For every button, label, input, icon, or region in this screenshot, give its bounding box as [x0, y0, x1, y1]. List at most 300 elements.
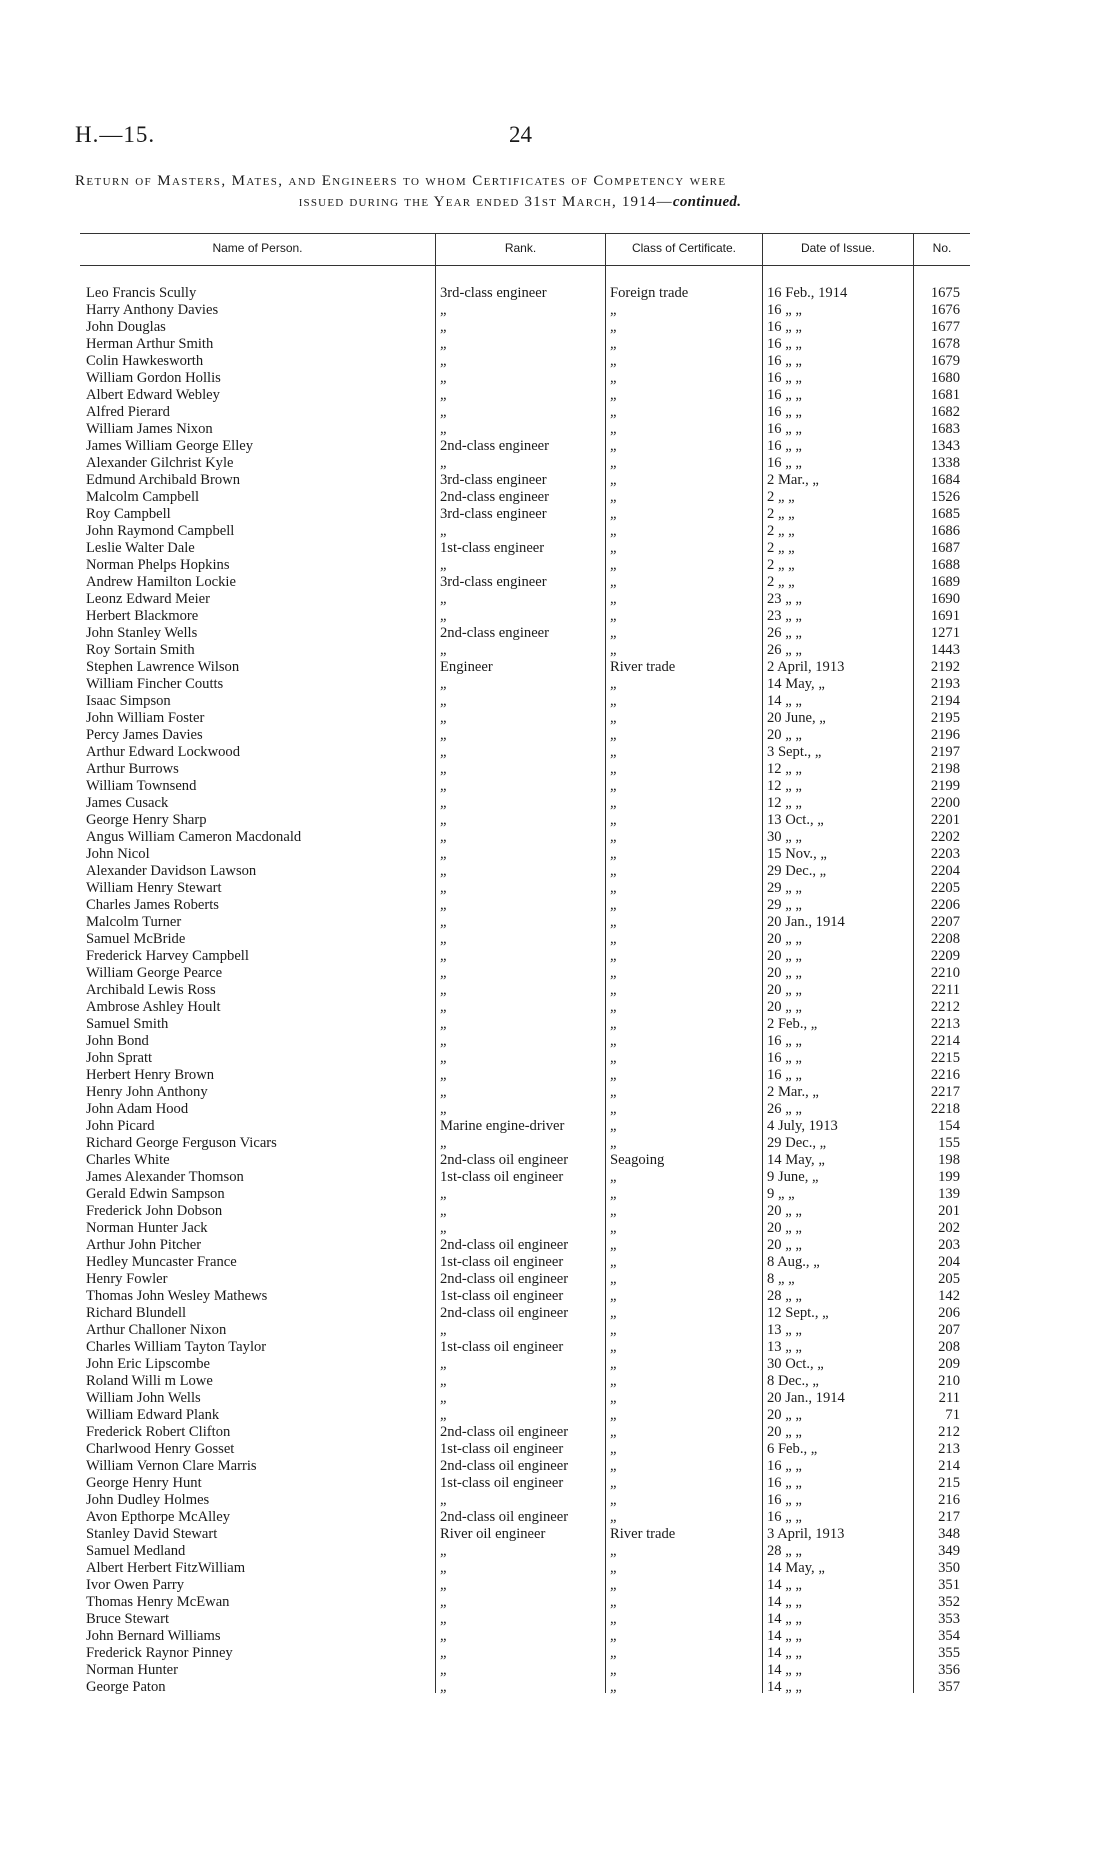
rank-cell: „ — [440, 1203, 447, 1219]
issue-date-cell: 28 „ „ — [767, 1288, 802, 1304]
rank-cell: „ — [440, 319, 447, 335]
issue-date-cell: 30 Oct., „ — [767, 1356, 824, 1372]
certificate-number-cell: 2216 — [930, 1067, 960, 1083]
rank-cell: „ — [440, 608, 447, 624]
rank-cell: „ — [440, 302, 447, 318]
certificate-class-cell: „ — [610, 863, 617, 879]
table-row — [0, 336, 1114, 353]
certificate-number-cell: 213 — [938, 1441, 960, 1457]
person-name: Arthur Edward Lockwood — [86, 744, 241, 760]
certificate-number-cell: 1680 — [930, 370, 960, 386]
certificate-class-cell: „ — [610, 1101, 617, 1117]
issue-date-cell: 8 Dec., „ — [767, 1373, 819, 1389]
certificate-number-cell: 2199 — [930, 778, 960, 794]
certificate-class-cell: „ — [610, 795, 617, 811]
issue-date-cell: 20 „ „ — [767, 1237, 802, 1253]
certificate-number-cell: 2200 — [930, 795, 960, 811]
person-name: Herman Arthur Smith — [86, 336, 214, 352]
table-row — [0, 591, 1114, 608]
issue-date-cell: 16 „ „ — [767, 1492, 802, 1508]
issue-date-cell: 8 „ „ — [767, 1271, 795, 1287]
person-name: Isaac Simpson — [86, 693, 171, 709]
issue-date-cell: 16 „ „ — [767, 455, 802, 471]
table-row — [0, 1305, 1114, 1322]
issue-date-cell: 2 „ „ — [767, 557, 795, 573]
issue-date-cell: 14 May, „ — [767, 1152, 825, 1168]
person-name: Ivor Owen Parry — [86, 1577, 185, 1593]
certificate-number-cell: 354 — [938, 1628, 960, 1644]
issue-date-cell: 2 Feb., „ — [767, 1016, 818, 1032]
table-row — [0, 965, 1114, 982]
issue-date-cell: 2 „ „ — [767, 574, 795, 590]
issue-date-cell: 16 „ „ — [767, 353, 802, 369]
return-title-line-2-part-b: Year ended 31st March, 1914— — [433, 194, 673, 210]
issue-date-cell: 2 Mar., „ — [767, 472, 819, 488]
table-row — [0, 880, 1114, 897]
certificate-number-cell: 1687 — [930, 540, 960, 556]
person-name: William Henry Stewart — [86, 880, 222, 896]
certificate-number-cell: 199 — [938, 1169, 960, 1185]
person-name: Edmund Archibald Brown — [86, 472, 241, 488]
rank-cell: „ — [440, 642, 447, 658]
issue-date-cell: 16 „ „ — [767, 1475, 802, 1491]
certificate-number-cell: 2207 — [930, 914, 960, 930]
person-name: Richard George Ferguson Vicars — [86, 1135, 277, 1151]
certificate-class-cell: „ — [610, 1033, 617, 1049]
table-row — [0, 1390, 1114, 1407]
certificate-number-cell: 2196 — [930, 727, 960, 743]
issue-date-cell: 16 „ „ — [767, 302, 802, 318]
issue-date-cell: 16 „ „ — [767, 1458, 802, 1474]
rank-cell: „ — [440, 744, 447, 760]
issue-date-cell: 13 Oct., „ — [767, 812, 824, 828]
certificate-class-cell: „ — [610, 302, 617, 318]
person-name: George Henry Hunt — [86, 1475, 202, 1491]
table-row — [0, 1084, 1114, 1101]
rank-cell: „ — [440, 1543, 447, 1559]
table-row — [0, 1356, 1114, 1373]
issue-date-cell: 20 „ „ — [767, 931, 802, 947]
column-header-date: Date of Issue. — [800, 241, 876, 255]
table-row — [0, 353, 1114, 370]
table-row — [0, 948, 1114, 965]
certificate-number-cell: 1443 — [930, 642, 960, 658]
rank-cell: „ — [440, 1016, 447, 1032]
rank-cell: „ — [440, 710, 447, 726]
certificate-number-cell: 203 — [938, 1237, 960, 1253]
person-name: Colin Hawkesworth — [86, 353, 204, 369]
certificate-number-cell: 1676 — [930, 302, 960, 318]
certificate-class-cell: „ — [610, 846, 617, 862]
certificate-class-cell: „ — [610, 1322, 617, 1338]
certificate-number-cell: 1688 — [930, 557, 960, 573]
person-name: Ambrose Ashley Hoult — [86, 999, 221, 1015]
person-name: James Alexander Thomson — [86, 1169, 244, 1185]
certificate-class-cell: „ — [610, 489, 617, 505]
certificate-class-cell: Seagoing — [610, 1152, 665, 1168]
issue-date-cell: 14 „ „ — [767, 1662, 802, 1678]
certificate-class-cell: „ — [610, 931, 617, 947]
person-name: Harry Anthony Davies — [86, 302, 219, 318]
person-name: Leo Francis Scully — [86, 285, 197, 301]
person-name: Alexander Gilchrist Kyle — [86, 455, 234, 471]
rank-cell: „ — [440, 727, 447, 743]
certificate-number-cell: 1675 — [930, 285, 960, 301]
issue-date-cell: 16 „ „ — [767, 370, 802, 386]
person-name: Frederick Harvey Campbell — [86, 948, 249, 964]
table-row — [0, 1373, 1114, 1390]
certificate-class-cell: „ — [610, 1356, 617, 1372]
person-name: Malcolm Campbell — [86, 489, 200, 505]
table-row — [0, 1118, 1114, 1135]
rank-cell: 3rd-class engineer — [440, 285, 547, 301]
certificate-class-cell: „ — [610, 608, 617, 624]
table-row — [0, 1594, 1114, 1611]
certificate-class-cell: „ — [610, 1186, 617, 1202]
person-name: Albert Herbert FitzWilliam — [86, 1560, 246, 1576]
person-name: John Bond — [86, 1033, 149, 1049]
issue-date-cell: 14 „ „ — [767, 1679, 802, 1695]
rank-cell: „ — [440, 1101, 447, 1117]
certificate-class-cell: „ — [610, 404, 617, 420]
certificate-class-cell: „ — [610, 1645, 617, 1661]
person-name: John Nicol — [86, 846, 150, 862]
certificate-number-cell: 2194 — [930, 693, 960, 709]
person-name: John Picard — [86, 1118, 155, 1134]
rank-cell: 1st-class oil engineer — [440, 1339, 564, 1355]
certificate-number-cell: 215 — [938, 1475, 960, 1491]
certificate-number-cell: 139 — [938, 1186, 960, 1202]
person-name: Thomas John Wesley Mathews — [86, 1288, 268, 1304]
table-row — [0, 982, 1114, 999]
table-row — [0, 1424, 1114, 1441]
rank-cell: „ — [440, 1373, 447, 1389]
certificate-class-cell: „ — [610, 1237, 617, 1253]
rank-cell: „ — [440, 897, 447, 913]
certificate-number-cell: 357 — [938, 1679, 960, 1695]
certificate-number-cell: 1686 — [930, 523, 960, 539]
certificate-number-cell: 1691 — [930, 608, 960, 624]
person-name: Frederick Robert Clifton — [86, 1424, 231, 1440]
table-row — [0, 421, 1114, 438]
table-header-rule — [80, 265, 970, 266]
document-code: H.—15. — [75, 122, 156, 147]
table-row — [0, 642, 1114, 659]
rank-cell: „ — [440, 557, 447, 573]
issue-date-cell: 14 May, „ — [767, 1560, 825, 1576]
rank-cell: „ — [440, 1033, 447, 1049]
person-name: William George Pearce — [86, 965, 223, 981]
certificate-number-cell: 2214 — [930, 1033, 960, 1049]
person-name: Arthur Burrows — [86, 761, 179, 777]
person-name: John Douglas — [86, 319, 166, 335]
rank-cell: „ — [440, 863, 447, 879]
certificate-class-cell: „ — [610, 1288, 617, 1304]
table-row — [0, 1220, 1114, 1237]
rank-cell: „ — [440, 1492, 447, 1508]
issue-date-cell: 9 June, „ — [767, 1169, 819, 1185]
issue-date-cell: 13 „ „ — [767, 1322, 802, 1338]
rank-cell: „ — [440, 1186, 447, 1202]
issue-date-cell: 16 „ „ — [767, 319, 802, 335]
certificate-class-cell: „ — [610, 829, 617, 845]
person-name: Stanley David Stewart — [86, 1526, 218, 1542]
rank-cell: „ — [440, 778, 447, 794]
rank-cell: 3rd-class engineer — [440, 472, 547, 488]
table-row — [0, 1662, 1114, 1679]
person-name: John William Foster — [86, 710, 205, 726]
issue-date-cell: 16 „ „ — [767, 421, 802, 437]
return-title-line-2-part-a: issued during the — [298, 194, 434, 210]
certificate-number-cell: 1681 — [930, 387, 960, 403]
rank-cell: „ — [440, 421, 447, 437]
column-header-rank: Rank. — [504, 241, 537, 255]
certificate-number-cell: 201 — [938, 1203, 960, 1219]
certificate-class-cell: „ — [610, 965, 617, 981]
certificate-number-cell: 2203 — [930, 846, 960, 862]
rank-cell: „ — [440, 846, 447, 862]
certificate-class-cell: „ — [610, 1594, 617, 1610]
person-name: Charles White — [86, 1152, 170, 1168]
certificate-class-cell: „ — [610, 625, 617, 641]
issue-date-cell: 14 May, „ — [767, 676, 825, 692]
person-name: John Stanley Wells — [86, 625, 198, 641]
certificate-class-cell: „ — [610, 642, 617, 658]
rank-cell: 2nd-class oil engineer — [440, 1458, 569, 1474]
issue-date-cell: 30 „ „ — [767, 829, 802, 845]
table-row — [0, 1475, 1114, 1492]
certificate-class-cell: „ — [610, 1305, 617, 1321]
table-row — [0, 931, 1114, 948]
rank-cell: „ — [440, 982, 447, 998]
person-name: Roy Campbell — [86, 506, 171, 522]
certificate-class-cell: „ — [610, 1084, 617, 1100]
certificate-number-cell: 1690 — [930, 591, 960, 607]
certificate-number-cell: 2204 — [930, 863, 960, 879]
table-row — [0, 574, 1114, 591]
rank-cell: Engineer — [440, 659, 493, 675]
table-row — [0, 319, 1114, 336]
certificate-class-cell: „ — [610, 353, 617, 369]
table-row — [0, 1254, 1114, 1271]
certificate-class-cell: „ — [610, 1016, 617, 1032]
certificate-class-cell: „ — [610, 693, 617, 709]
rank-cell: 1st-class oil engineer — [440, 1254, 564, 1270]
issue-date-cell: 2 „ „ — [767, 506, 795, 522]
issue-date-cell: 2 „ „ — [767, 540, 795, 556]
person-name: Herbert Blackmore — [86, 608, 199, 624]
person-name: Hedley Muncaster France — [86, 1254, 237, 1270]
person-name: Andrew Hamilton Lockie — [86, 574, 236, 590]
table-row — [0, 1101, 1114, 1118]
rank-cell: 2nd-class oil engineer — [440, 1152, 569, 1168]
certificate-class-cell: „ — [610, 1271, 617, 1287]
certificate-class-cell: „ — [610, 1628, 617, 1644]
rank-cell: „ — [440, 829, 447, 845]
table-row — [0, 744, 1114, 761]
certificate-class-cell: „ — [610, 710, 617, 726]
rank-cell: 2nd-class oil engineer — [440, 1271, 569, 1287]
table-row — [0, 795, 1114, 812]
person-name: Angus William Cameron Macdonald — [86, 829, 302, 845]
certificate-number-cell: 1679 — [930, 353, 960, 369]
certificate-class-cell: „ — [610, 1424, 617, 1440]
certificate-number-cell: 2218 — [930, 1101, 960, 1117]
issue-date-cell: 2 April, 1913 — [767, 659, 845, 675]
issue-date-cell: 12 „ „ — [767, 761, 802, 777]
rank-cell: „ — [440, 523, 447, 539]
table-row — [0, 472, 1114, 489]
certificate-class-cell: „ — [610, 1373, 617, 1389]
person-name: William Gordon Hollis — [86, 370, 221, 386]
rank-cell: 2nd-class engineer — [440, 489, 550, 505]
table-row — [0, 1339, 1114, 1356]
certificate-class-cell: „ — [610, 421, 617, 437]
table-row — [0, 1203, 1114, 1220]
certificate-class-cell: „ — [610, 1203, 617, 1219]
certificate-class-cell: „ — [610, 761, 617, 777]
certificate-number-cell: 212 — [938, 1424, 960, 1440]
certificate-number-cell: 1526 — [930, 489, 960, 505]
table-row — [0, 1186, 1114, 1203]
rank-cell: 1st-class oil engineer — [440, 1169, 564, 1185]
issue-date-cell: 16 „ „ — [767, 438, 802, 454]
person-name: John Raymond Campbell — [86, 523, 235, 539]
table-row — [0, 438, 1114, 455]
table-row — [0, 1050, 1114, 1067]
certificate-number-cell: 142 — [938, 1288, 960, 1304]
certificate-number-cell: 1684 — [930, 472, 960, 488]
table-row — [0, 1543, 1114, 1560]
table-row — [0, 1492, 1114, 1509]
table-row — [0, 1067, 1114, 1084]
certificate-class-cell: „ — [610, 336, 617, 352]
certificate-number-cell: 349 — [938, 1543, 960, 1559]
certificate-number-cell: 198 — [938, 1152, 960, 1168]
rank-cell: „ — [440, 914, 447, 930]
certificate-number-cell: 207 — [938, 1322, 960, 1338]
certificate-class-cell: Foreign trade — [610, 285, 689, 301]
rank-cell: „ — [440, 1645, 447, 1661]
table-row — [0, 1237, 1114, 1254]
issue-date-cell: 29 Dec., „ — [767, 1135, 827, 1151]
issue-date-cell: 2 „ „ — [767, 489, 795, 505]
table-row — [0, 1611, 1114, 1628]
issue-date-cell: 20 „ „ — [767, 948, 802, 964]
certificate-number-cell: 351 — [938, 1577, 960, 1593]
certificate-number-cell: 2210 — [930, 965, 960, 981]
rank-cell: „ — [440, 948, 447, 964]
issue-date-cell: 29 „ „ — [767, 880, 802, 896]
certificate-class-cell: „ — [610, 506, 617, 522]
rank-cell: „ — [440, 931, 447, 947]
column-header-name: Name of Person. — [212, 241, 303, 255]
certificate-number-cell: 216 — [938, 1492, 960, 1508]
certificate-class-cell: „ — [610, 1662, 617, 1678]
person-name: Alexander Davidson Lawson — [86, 863, 257, 879]
person-name: William Townsend — [86, 778, 197, 794]
rank-cell: „ — [440, 965, 447, 981]
table-row — [0, 1016, 1114, 1033]
certificate-class-cell: „ — [610, 1577, 617, 1593]
issue-date-cell: 20 „ „ — [767, 727, 802, 743]
person-name: Charlwood Henry Gosset — [86, 1441, 235, 1457]
issue-date-cell: 20 „ „ — [767, 965, 802, 981]
certificate-number-cell: 202 — [938, 1220, 960, 1236]
certificate-number-cell: 2206 — [930, 897, 960, 913]
certificate-number-cell: 71 — [945, 1407, 960, 1423]
rank-cell: 1st-class oil engineer — [440, 1288, 564, 1304]
person-name: Henry John Anthony — [86, 1084, 208, 1100]
certificate-class-cell: „ — [610, 540, 617, 556]
rank-cell: „ — [440, 1407, 447, 1423]
person-name: James William George Elley — [86, 438, 254, 454]
rank-cell: „ — [440, 387, 447, 403]
table-row — [0, 540, 1114, 557]
return-title-line-1: Return of Masters, Mates, and Engineers to whom Certificates of Competency were — [75, 173, 727, 189]
rank-cell: „ — [440, 1220, 447, 1236]
table-row — [0, 1135, 1114, 1152]
table-row — [0, 489, 1114, 506]
person-name: Samuel Smith — [86, 1016, 169, 1032]
certificate-class-cell: „ — [610, 1458, 617, 1474]
certificate-number-cell: 355 — [938, 1645, 960, 1661]
certificate-number-cell: 2197 — [930, 744, 960, 760]
table-row — [0, 1645, 1114, 1662]
rank-cell: 3rd-class engineer — [440, 574, 547, 590]
table-row — [0, 863, 1114, 880]
issue-date-cell: 26 „ „ — [767, 1101, 802, 1117]
certificate-class-cell: „ — [610, 1169, 617, 1185]
rank-cell: River oil engineer — [440, 1526, 546, 1542]
rank-cell: „ — [440, 1135, 447, 1151]
person-name: Herbert Henry Brown — [86, 1067, 215, 1083]
person-name: Alfred Pierard — [86, 404, 170, 420]
column-header-class: Class of Certificate. — [631, 241, 737, 255]
certificate-number-cell: 211 — [938, 1390, 960, 1406]
rank-cell: „ — [440, 1084, 447, 1100]
person-name: John Spratt — [86, 1050, 153, 1066]
table-row — [0, 506, 1114, 523]
certificate-number-cell: 348 — [938, 1526, 960, 1542]
certificate-class-cell: River trade — [610, 659, 676, 675]
table-top-rule — [80, 233, 970, 234]
certificate-number-cell: 352 — [938, 1594, 960, 1610]
certificate-class-cell: „ — [610, 455, 617, 471]
certificate-class-cell: River trade — [610, 1526, 676, 1542]
certificate-number-cell: 2208 — [930, 931, 960, 947]
issue-date-cell: 14 „ „ — [767, 693, 802, 709]
certificate-number-cell: 209 — [938, 1356, 960, 1372]
table-row — [0, 897, 1114, 914]
issue-date-cell: 20 „ „ — [767, 999, 802, 1015]
person-name: George Paton — [86, 1679, 166, 1695]
issue-date-cell: 2 „ „ — [767, 523, 795, 539]
table-row — [0, 1322, 1114, 1339]
table-row — [0, 404, 1114, 421]
certificate-number-cell: 2195 — [930, 710, 960, 726]
person-name: Norman Hunter Jack — [86, 1220, 208, 1236]
rank-cell: „ — [440, 880, 447, 896]
rank-cell: „ — [440, 1628, 447, 1644]
certificate-class-cell: „ — [610, 438, 617, 454]
certificate-number-cell: 1343 — [930, 438, 960, 454]
rank-cell: „ — [440, 591, 447, 607]
rank-cell: „ — [440, 999, 447, 1015]
certificate-number-cell: 1271 — [930, 625, 960, 641]
certificate-class-cell: „ — [610, 1543, 617, 1559]
issue-date-cell: 16 „ „ — [767, 336, 802, 352]
